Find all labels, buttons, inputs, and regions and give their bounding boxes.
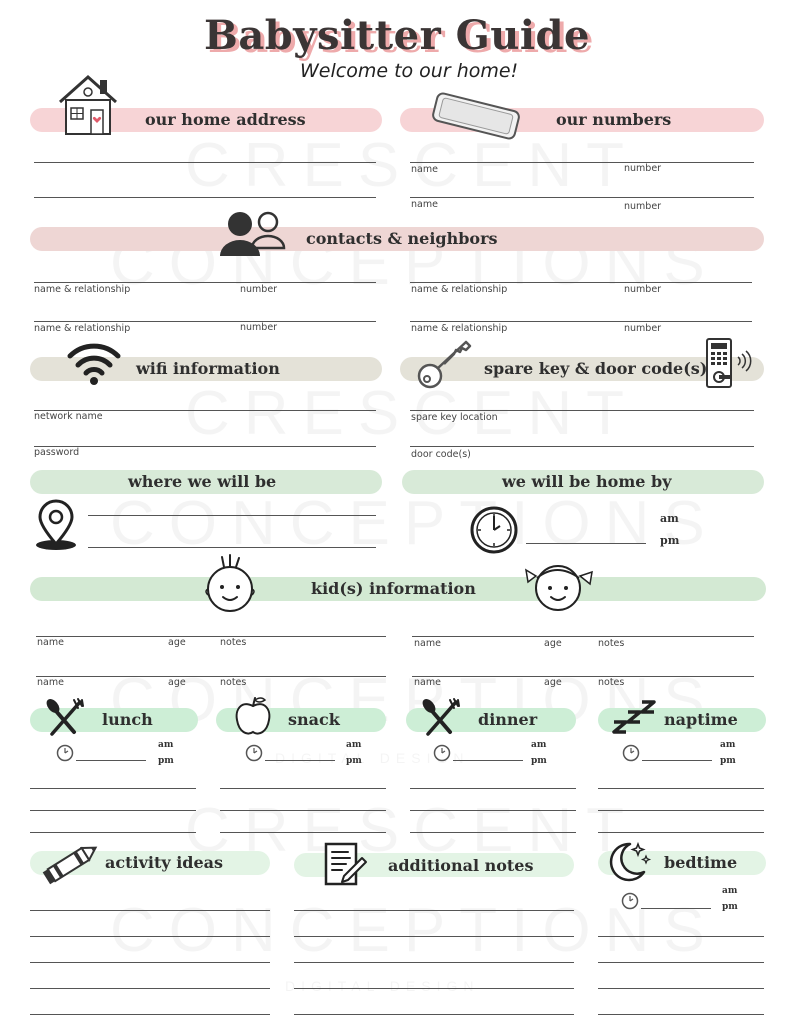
lunch-line[interactable] — [30, 832, 196, 833]
kid-name-label: name — [37, 637, 64, 648]
bedtime-line[interactable] — [598, 988, 764, 989]
contact-number-label: number — [624, 323, 662, 334]
spare-key-line[interactable] — [410, 410, 754, 411]
am-label: am — [346, 740, 362, 750]
kid-line[interactable] — [36, 676, 386, 677]
snack-time-line[interactable] — [265, 760, 335, 761]
lunch-time-line[interactable] — [76, 760, 146, 761]
home-by-time-line[interactable] — [526, 543, 646, 544]
address-line[interactable] — [34, 197, 376, 198]
boy-face-icon — [200, 553, 260, 615]
notes-line[interactable] — [294, 988, 574, 989]
pm-label: pm — [346, 756, 362, 766]
contacts-title: contacts & neighbors — [306, 229, 498, 248]
contact-name-label: name & relationship — [411, 284, 508, 295]
location-pin-icon — [34, 500, 78, 554]
address-line[interactable] — [34, 162, 376, 163]
am-label: am — [722, 886, 738, 896]
activity-line[interactable] — [30, 1014, 270, 1015]
notes-line[interactable] — [294, 910, 574, 911]
kid-age-label: age — [168, 637, 186, 648]
moon-stars-icon — [604, 838, 652, 886]
watermark-line — [285, 978, 479, 994]
number-name-label: name — [411, 164, 438, 175]
number-number-label: number — [624, 163, 662, 174]
contact-name-label: name & relationship — [34, 323, 131, 334]
people-icon — [218, 208, 288, 260]
contact-name-label: name & relationship — [411, 323, 508, 334]
dinner-line[interactable] — [410, 788, 576, 789]
bedtime-line[interactable] — [598, 936, 764, 937]
pm-label: pm — [722, 902, 738, 912]
bedtime-time-line[interactable] — [641, 908, 711, 909]
contact-number-label: number — [240, 284, 278, 295]
house-icon — [58, 74, 118, 136]
pm-label: pm — [158, 756, 174, 766]
contact-number-label: number — [624, 284, 662, 295]
kid-line[interactable] — [412, 676, 754, 677]
activity-title: activity ideas — [105, 853, 224, 872]
where-line[interactable] — [88, 515, 376, 516]
contact-line[interactable] — [410, 321, 752, 322]
watermark-line — [110, 488, 719, 559]
kids-title: kid(s) information — [311, 579, 476, 598]
crayon-icon — [38, 838, 104, 888]
activity-line[interactable] — [30, 962, 270, 963]
small-clock-icon — [56, 744, 74, 762]
small-clock-icon — [433, 744, 451, 762]
page-title: Babysitter Guide — [204, 12, 590, 59]
kid-notes-label: notes — [220, 637, 247, 648]
pm-label: pm — [720, 756, 736, 766]
key-icon — [416, 338, 474, 392]
bedtime-title: bedtime — [664, 853, 738, 872]
apple-icon — [233, 694, 273, 738]
kid-notes-label: notes — [220, 677, 247, 688]
snack-line[interactable] — [220, 788, 386, 789]
notepad-icon — [322, 842, 370, 888]
notes-title: additional notes — [388, 856, 534, 875]
fork-knife-icon — [420, 698, 462, 740]
kid-name-label: name — [414, 638, 441, 649]
phone-icon — [428, 92, 524, 140]
password-label: password — [34, 447, 80, 458]
am-label: am — [660, 512, 679, 525]
bedtime-line[interactable] — [598, 1014, 764, 1015]
pm-label: pm — [531, 756, 547, 766]
clock-icon — [469, 505, 519, 555]
dinner-line[interactable] — [410, 832, 576, 833]
notes-line[interactable] — [294, 936, 574, 937]
spare-key-line[interactable] — [410, 446, 754, 447]
contact-line[interactable] — [34, 282, 376, 283]
small-clock-icon — [621, 892, 639, 910]
dinner-time-line[interactable] — [453, 760, 523, 761]
page-subtitle: Welcome to our home! — [300, 60, 519, 82]
activity-line[interactable] — [30, 936, 270, 937]
where-title: where we will be — [128, 472, 277, 491]
pm-label: pm — [660, 534, 680, 547]
naptime-title: naptime — [664, 710, 738, 729]
keypad-lock-icon — [704, 337, 760, 391]
network-name-label: network name — [34, 411, 103, 422]
kid-notes-label: notes — [598, 638, 625, 649]
where-line[interactable] — [88, 547, 376, 548]
lunch-line[interactable] — [30, 810, 196, 811]
kid-name-label: name — [414, 677, 441, 688]
dinner-line[interactable] — [410, 810, 576, 811]
snack-title: snack — [288, 710, 340, 729]
naptime-line[interactable] — [598, 832, 764, 833]
fork-knife-icon — [44, 698, 86, 740]
am-label: am — [531, 740, 547, 750]
kid-notes-label: notes — [598, 677, 625, 688]
naptime-line[interactable] — [598, 788, 764, 789]
lunch-line[interactable] — [30, 788, 196, 789]
notes-line[interactable] — [294, 1014, 574, 1015]
naptime-line[interactable] — [598, 810, 764, 811]
contact-number-label: number — [240, 322, 278, 333]
lunch-title: lunch — [102, 710, 153, 729]
activity-line[interactable] — [30, 988, 270, 989]
wifi-icon — [66, 342, 122, 386]
kid-age-label: age — [544, 677, 562, 688]
home-by-title: we will be home by — [502, 472, 672, 491]
kid-age-label: age — [168, 677, 186, 688]
snack-line[interactable] — [220, 832, 386, 833]
number-line[interactable] — [410, 197, 754, 198]
contact-line[interactable] — [34, 321, 376, 322]
snack-line[interactable] — [220, 810, 386, 811]
spare-key-location-label: spare key location — [411, 412, 498, 423]
activity-line[interactable] — [30, 910, 270, 911]
wifi-title: wifi information — [136, 359, 280, 378]
naptime-time-line[interactable] — [642, 760, 712, 761]
kid-age-label: age — [544, 638, 562, 649]
kid-line[interactable] — [36, 636, 386, 637]
numbers-title: our numbers — [556, 110, 672, 129]
small-clock-icon — [245, 744, 263, 762]
number-line[interactable] — [410, 162, 754, 163]
notes-line[interactable] — [294, 962, 574, 963]
am-label: am — [720, 740, 736, 750]
door-code-label: door code(s) — [411, 449, 471, 460]
kid-line[interactable] — [412, 636, 754, 637]
sleep-zzz-icon — [612, 698, 658, 738]
spare-key-title: spare key & door code(s) — [484, 359, 708, 378]
home-address-title: our home address — [145, 110, 306, 129]
number-number-label: number — [624, 201, 662, 212]
dinner-title: dinner — [478, 710, 538, 729]
bedtime-line[interactable] — [598, 962, 764, 963]
number-name-label: name — [411, 199, 438, 210]
am-label: am — [158, 740, 174, 750]
girl-face-icon — [522, 556, 598, 614]
wifi-line[interactable] — [34, 446, 376, 447]
small-clock-icon — [622, 744, 640, 762]
contact-name-label: name & relationship — [34, 284, 131, 295]
contact-line[interactable] — [410, 282, 752, 283]
kid-name-label: name — [37, 677, 64, 688]
